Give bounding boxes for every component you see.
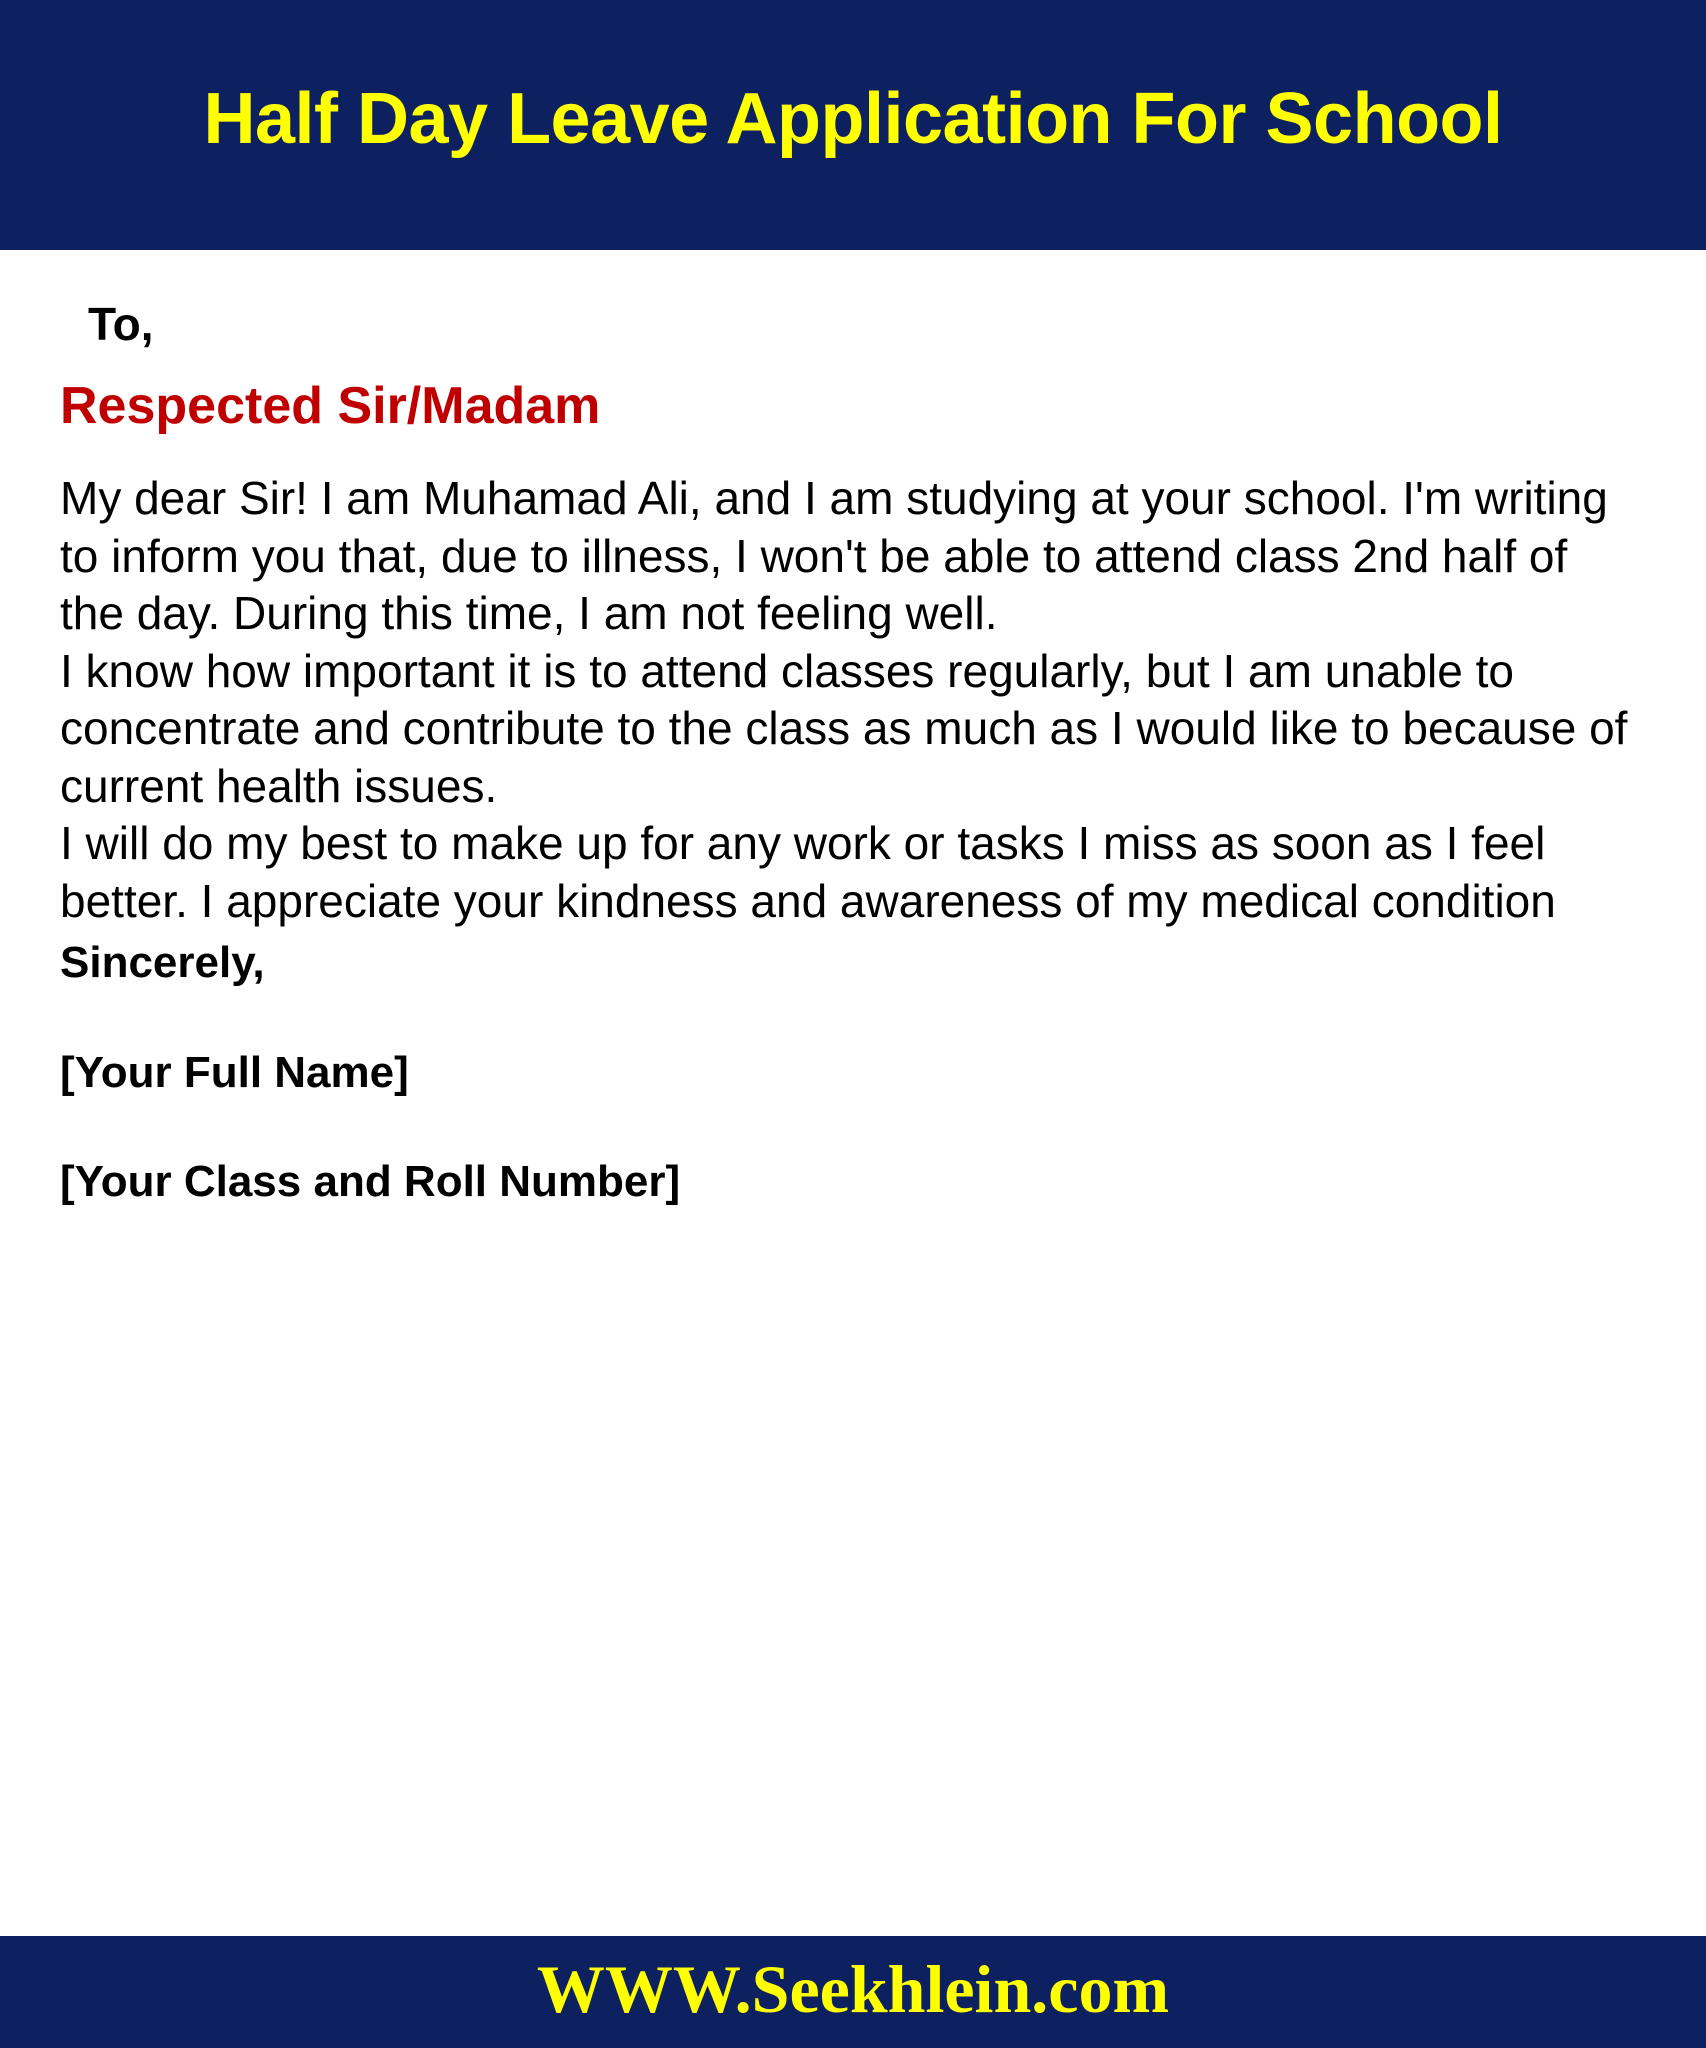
letter-paragraph-3: I will do my best to make up for any work or tasks I miss as soon as I feel better. I appreciate your kindness and awareness of my medical condition	[60, 817, 1556, 927]
class-roll-placeholder: [Your Class and Roll Number]	[60, 1156, 681, 1206]
page-title: Half Day Leave Application For School	[203, 78, 1503, 159]
letter-paragraph-2: I know how important it is to attend classes regularly, but I am unable to concentrate and contribute to the class as much as I would like to because of current health issues.	[60, 644, 1628, 812]
bottom-spacer	[0, 1573, 1706, 1936]
full-name-placeholder: [Your Full Name]	[60, 1047, 409, 1097]
salutation: Respected Sir/Madam	[60, 376, 601, 435]
to-label: To,	[88, 298, 154, 350]
header-banner	[0, 0, 1706, 250]
letter-body	[0, 250, 1706, 1573]
letter-paragraph-1: My dear Sir! I am Muhamad Ali, and I am studying at your school. I'm writing to inform you that, due to illness, I won't be able to attend class 2nd half of the day. During this time, I am not feeling well.	[60, 472, 1608, 640]
footer-banner	[0, 1936, 1706, 2048]
website-url: WWW.Seekhlein.com	[536, 1950, 1170, 2027]
sign-off: Sincerely,	[60, 938, 265, 988]
